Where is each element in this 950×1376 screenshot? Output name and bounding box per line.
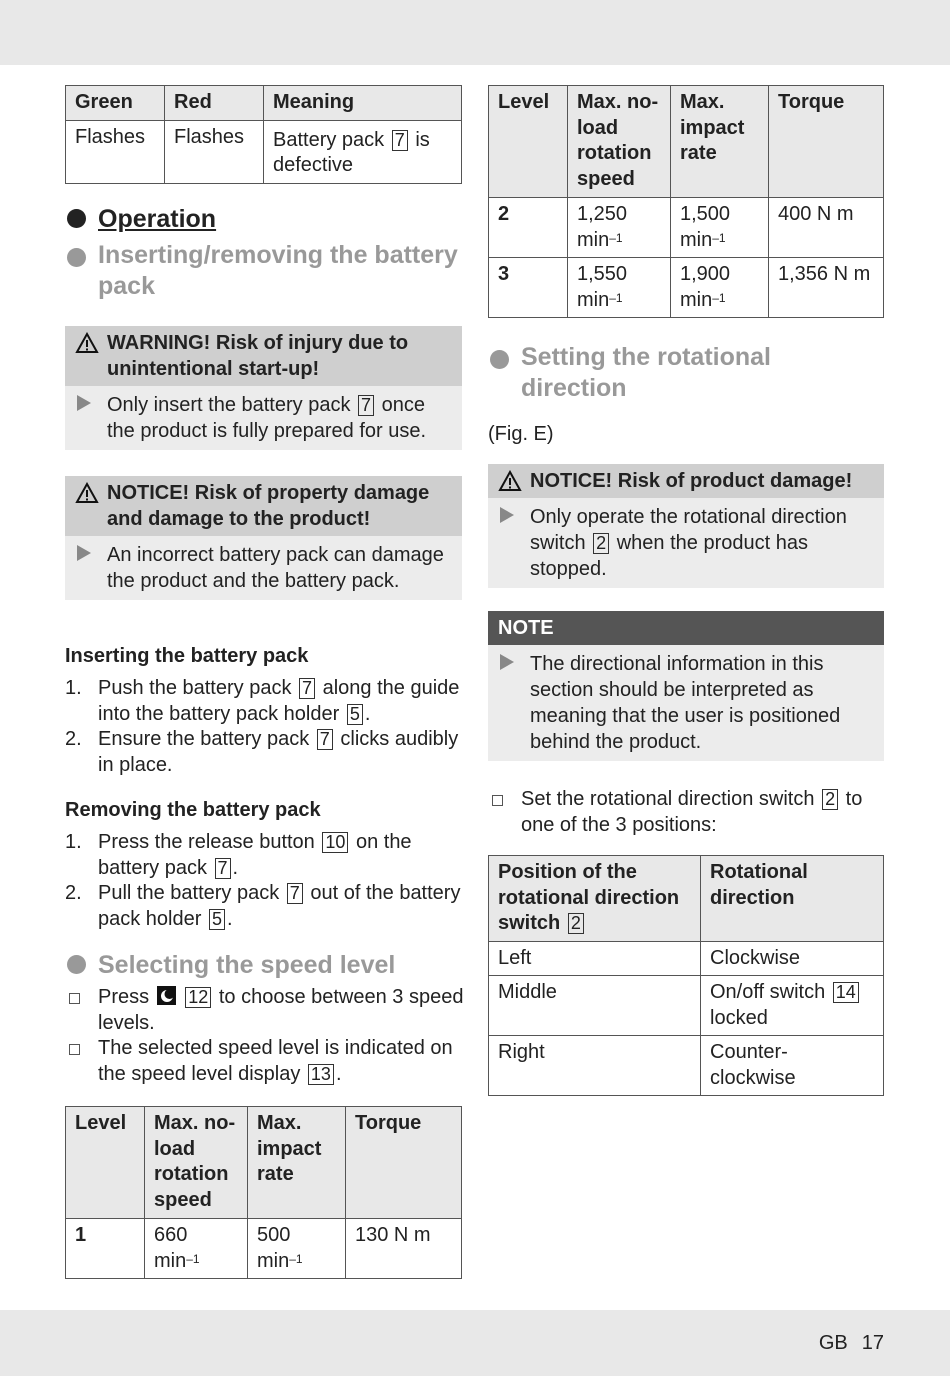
arrow-bullet-icon (76, 394, 92, 412)
removing-title: Removing the battery pack (65, 799, 321, 821)
bullet-dot-icon (67, 248, 86, 267)
warning-body: Only insert the battery pack 7 once the product is fully prepared for use. (65, 386, 462, 450)
speed-cell-impact: 1,500 $\min^{-1}$ (671, 198, 769, 258)
direction-cell-direction: On/off switch 14 locked (701, 976, 884, 1036)
speed-cell-rotation: 1,550 $\min^{-1}$ (568, 258, 671, 318)
ref-box: 7 (299, 678, 315, 699)
arrow-bullet-icon (76, 544, 92, 562)
speed-cell-level: 3 (489, 258, 568, 318)
set-switch-instruction (488, 787, 878, 838)
ref-box: 7 (287, 883, 303, 904)
speed-cell-rotation: 1,250 $\min^{-1}$ (568, 198, 671, 258)
speed-title: Selecting the speed level (67, 950, 467, 981)
ref-box: 7 (317, 729, 333, 750)
rotation-title: Setting the rotational direction (490, 342, 880, 404)
set-switch-bullet: Set the rotational direction switch 2 to one of the 3 positions: (488, 787, 878, 838)
subsection-title-battery: Inserting/removing the battery pack (67, 240, 467, 302)
direction-table (488, 855, 884, 1096)
footer-language: GB (818, 1332, 848, 1354)
checkbox-square-icon (69, 1044, 80, 1055)
speed-header-impact: Max. impact rate (671, 86, 769, 198)
speed-header-level: Level (489, 86, 568, 198)
inserting-section (65, 644, 465, 778)
speed-cell-level: 1 (66, 1219, 145, 1279)
ref-box: 2 (568, 913, 584, 934)
ref-box: 12 (185, 987, 211, 1008)
warning-head: WARNING! Risk of injury due to unintentional start-up! (65, 326, 462, 386)
page-footer (805, 1332, 884, 1355)
warning-triangle-icon (75, 332, 99, 354)
speed-cell-torque: 1,356 N m (769, 258, 884, 318)
status-header-meaning: Meaning (264, 86, 462, 121)
ref-box: 5 (347, 704, 363, 725)
warning-triangle-icon (75, 482, 99, 504)
note-body: The directional information in this section should be interpreted as meaning that the user is positioned behind the product. (488, 645, 884, 761)
status-header-green: Green (66, 86, 165, 121)
warning-box-startup (65, 326, 462, 450)
ref-box: 2 (822, 789, 838, 810)
notice-box-property (65, 476, 462, 600)
direction-cell-position: Left (489, 941, 701, 976)
ref-box: 10 (322, 832, 348, 853)
status-table (65, 85, 462, 184)
bullet-dot-icon (67, 209, 86, 228)
notice-box-product (488, 464, 884, 588)
ref-box: 7 (215, 858, 231, 879)
speed-bullet-2: The selected speed level is indicated on the speed level display 13 . (65, 1036, 467, 1087)
operation-heading-block (67, 205, 467, 302)
top-band (0, 0, 950, 65)
speed-header-rotation: Max. no-load rotation speed (568, 86, 671, 198)
inserting-step-1: 1. Push the battery pack 7 along the guide into the battery pack holder 5 . (65, 677, 460, 725)
speed-table-level-1 (65, 1106, 462, 1279)
status-cell-red: Flashes (165, 120, 264, 183)
arrow-bullet-icon (499, 506, 515, 524)
direction-cell-direction: Counter-clockwise (701, 1036, 884, 1096)
removing-step-1: 1. Press the release button 10 on the battery pack 7 . (65, 831, 412, 879)
inserting-step-2: 2. Ensure the battery pack 7 clicks audibly in place. (65, 728, 459, 776)
notice-body: Only operate the rotational direction switch 2 when the product has stopped. (488, 498, 884, 588)
note-head: NOTE (488, 611, 884, 645)
ref-box: 5 (209, 909, 225, 930)
footer-page-number: 17 (861, 1332, 884, 1354)
direction-header-direction: Rotational direction (701, 856, 884, 942)
bullet-dot-icon (67, 955, 86, 974)
figure-reference: (Fig. E) (488, 423, 554, 445)
status-cell-green: Flashes (66, 120, 165, 183)
ref-box: 14 (833, 982, 859, 1003)
direction-cell-direction: Clockwise (701, 941, 884, 976)
speed-cell-level: 2 (489, 198, 568, 258)
ref-box: 7 (358, 395, 374, 416)
status-header-red: Red (165, 86, 264, 121)
speed-bullet-1: Press 12 to choose between 3 speed levels. (65, 985, 467, 1036)
rotation-section (490, 342, 880, 404)
direction-header-position: Position of the rotational direction switch 2 (489, 856, 701, 942)
speed-cell-torque: 400 N m (769, 198, 884, 258)
speed-cell-impact: 500 $\min^{-1}$ (248, 1219, 346, 1279)
notice-body: An incorrect battery pack can damage the product and the battery pack. (65, 536, 462, 600)
notice-head: NOTICE! Risk of product damage! (488, 464, 884, 498)
arrow-bullet-icon (499, 653, 515, 671)
bullet-dot-icon (490, 350, 509, 369)
speed-header-rotation: Max. no-load rotation speed (145, 1107, 248, 1219)
speed-cell-rotation: 660 $\min^{-1}$ (145, 1219, 248, 1279)
speed-button-icon (157, 986, 176, 1005)
speed-header-torque: Torque (346, 1107, 462, 1219)
checkbox-square-icon (492, 795, 503, 806)
speed-table-level-2-3 (488, 85, 884, 318)
direction-cell-position: Middle (489, 976, 701, 1036)
note-box (488, 611, 884, 761)
removing-step-2: 2. Pull the battery pack 7 out of the battery pack holder 5 . (65, 882, 461, 930)
speed-header-impact: Max. impact rate (248, 1107, 346, 1219)
ref-box: 7 (392, 130, 408, 151)
speed-section (67, 950, 467, 1087)
ref-box: 13 (308, 1064, 334, 1085)
checkbox-square-icon (69, 993, 80, 1004)
speed-cell-impact: 1,900 $\min^{-1}$ (671, 258, 769, 318)
removing-section (65, 798, 465, 932)
speed-header-torque: Torque (769, 86, 884, 198)
notice-head: NOTICE! Risk of property damage and damage to the product! (65, 476, 462, 536)
speed-header-level: Level (66, 1107, 145, 1219)
direction-cell-position: Right (489, 1036, 701, 1096)
inserting-title: Inserting the battery pack (65, 645, 309, 667)
ref-box: 2 (593, 533, 609, 554)
warning-triangle-icon (498, 470, 522, 492)
status-cell-meaning: Battery pack 7 is defective (264, 120, 462, 183)
speed-cell-torque: 130 N m (346, 1219, 462, 1279)
section-title-operation: Operation (67, 205, 467, 234)
